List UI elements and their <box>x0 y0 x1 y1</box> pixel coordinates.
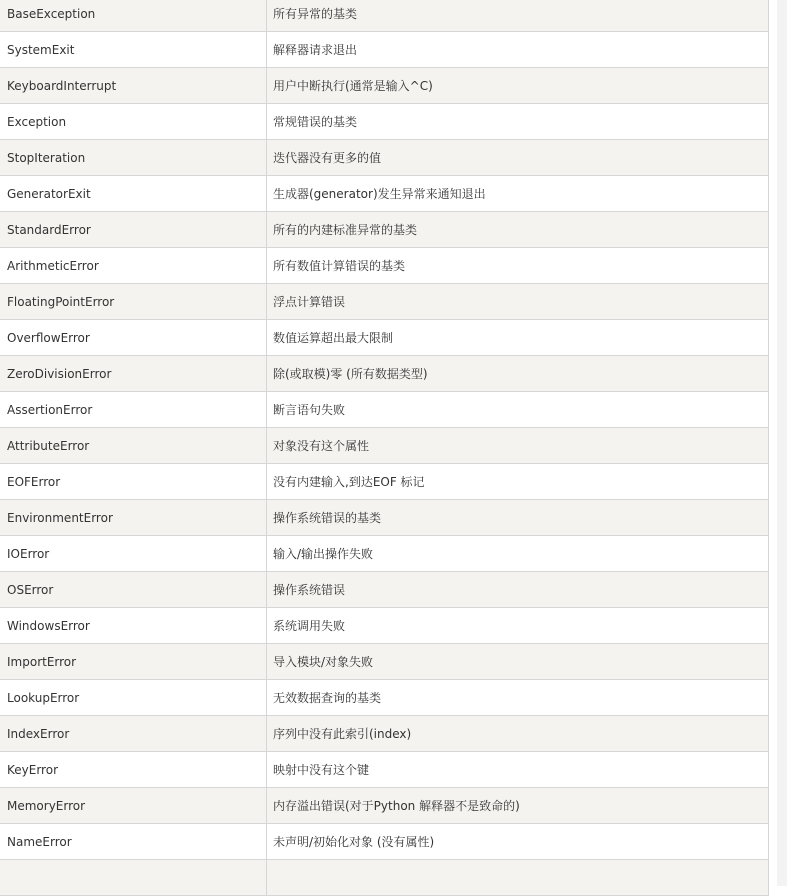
exception-description-cell: 生成器(generator)发生异常来通知退出 <box>267 176 769 212</box>
exception-name-cell: IOError <box>0 536 267 572</box>
table-row <box>0 212 769 248</box>
table-row <box>0 320 769 356</box>
exception-name-cell: ImportError <box>0 644 267 680</box>
table-row <box>0 392 769 428</box>
table-row <box>0 752 769 788</box>
table-row <box>0 536 769 572</box>
exception-description-cell: 没有内建输入,到达EOF 标记 <box>267 464 769 500</box>
exception-description-cell: 未声明/初始化对象 (没有属性) <box>267 824 769 860</box>
table-row <box>0 0 769 32</box>
exception-name-cell: StandardError <box>0 212 267 248</box>
exception-name-cell: OverflowError <box>0 320 267 356</box>
exception-description-cell: 无效数据查询的基类 <box>267 680 769 716</box>
table-row <box>0 644 769 680</box>
exception-name-cell: FloatingPointError <box>0 284 267 320</box>
scrollbar-track[interactable] <box>777 0 787 886</box>
table-row <box>0 176 769 212</box>
exception-name-cell: WindowsError <box>0 608 267 644</box>
exception-description-cell: 序列中没有此索引(index) <box>267 716 769 752</box>
exception-description-cell: 所有数值计算错误的基类 <box>267 248 769 284</box>
table-row <box>0 284 769 320</box>
exception-name-cell: IndexError <box>0 716 267 752</box>
table-row <box>0 824 769 860</box>
table-row <box>0 860 769 896</box>
exception-description-cell: 常规错误的基类 <box>267 104 769 140</box>
exception-name-cell: Exception <box>0 104 267 140</box>
exception-description-cell: 所有的内建标准异常的基类 <box>267 212 769 248</box>
exception-name-cell: EnvironmentError <box>0 500 267 536</box>
exception-name-cell: NameError <box>0 824 267 860</box>
exception-description-cell: 系统调用失败 <box>267 608 769 644</box>
table-row <box>0 140 769 176</box>
exception-name-cell <box>0 860 267 896</box>
exception-name-cell: EOFError <box>0 464 267 500</box>
exception-description-cell: 映射中没有这个键 <box>267 752 769 788</box>
table-row <box>0 104 769 140</box>
exception-name-cell: KeyboardInterrupt <box>0 68 267 104</box>
exception-name-cell: BaseException <box>0 0 267 32</box>
table-row <box>0 356 769 392</box>
table-row <box>0 428 769 464</box>
table-row <box>0 716 769 752</box>
exception-description-cell: 数值运算超出最大限制 <box>267 320 769 356</box>
table-row <box>0 788 769 824</box>
exception-name-cell: ArithmeticError <box>0 248 267 284</box>
exception-name-cell: StopIteration <box>0 140 267 176</box>
exception-name-cell: OSError <box>0 572 267 608</box>
exception-name-cell: AssertionError <box>0 392 267 428</box>
exception-description-cell: 对象没有这个属性 <box>267 428 769 464</box>
exception-description-cell: 浮点计算错误 <box>267 284 769 320</box>
exception-description-cell: 断言语句失败 <box>267 392 769 428</box>
exception-name-cell: KeyError <box>0 752 267 788</box>
exception-description-cell: 输入/输出操作失败 <box>267 536 769 572</box>
exception-description-cell: 所有异常的基类 <box>267 0 769 32</box>
exception-name-cell: GeneratorExit <box>0 176 267 212</box>
table-row <box>0 68 769 104</box>
exception-description-cell: 内存溢出错误(对于Python 解释器不是致命的) <box>267 788 769 824</box>
exception-description-cell: 迭代器没有更多的值 <box>267 140 769 176</box>
exception-description-cell: 解释器请求退出 <box>267 32 769 68</box>
table-row <box>0 680 769 716</box>
exception-description-cell: 除(或取模)零 (所有数据类型) <box>267 356 769 392</box>
exception-name-cell: SystemExit <box>0 32 267 68</box>
exception-description-cell: 操作系统错误的基类 <box>267 500 769 536</box>
exception-description-cell <box>267 860 769 896</box>
exception-name-cell: AttributeError <box>0 428 267 464</box>
exception-name-cell: ZeroDivisionError <box>0 356 267 392</box>
table-row <box>0 608 769 644</box>
exception-name-cell: LookupError <box>0 680 267 716</box>
exception-description-cell: 用户中断执行(通常是输入^C) <box>267 68 769 104</box>
table-row <box>0 32 769 68</box>
table-row <box>0 572 769 608</box>
exception-name-cell: MemoryError <box>0 788 267 824</box>
exception-description-cell: 操作系统错误 <box>267 572 769 608</box>
table-row <box>0 500 769 536</box>
table-row <box>0 248 769 284</box>
exception-description-cell: 导入模块/对象失败 <box>267 644 769 680</box>
table-row <box>0 464 769 500</box>
